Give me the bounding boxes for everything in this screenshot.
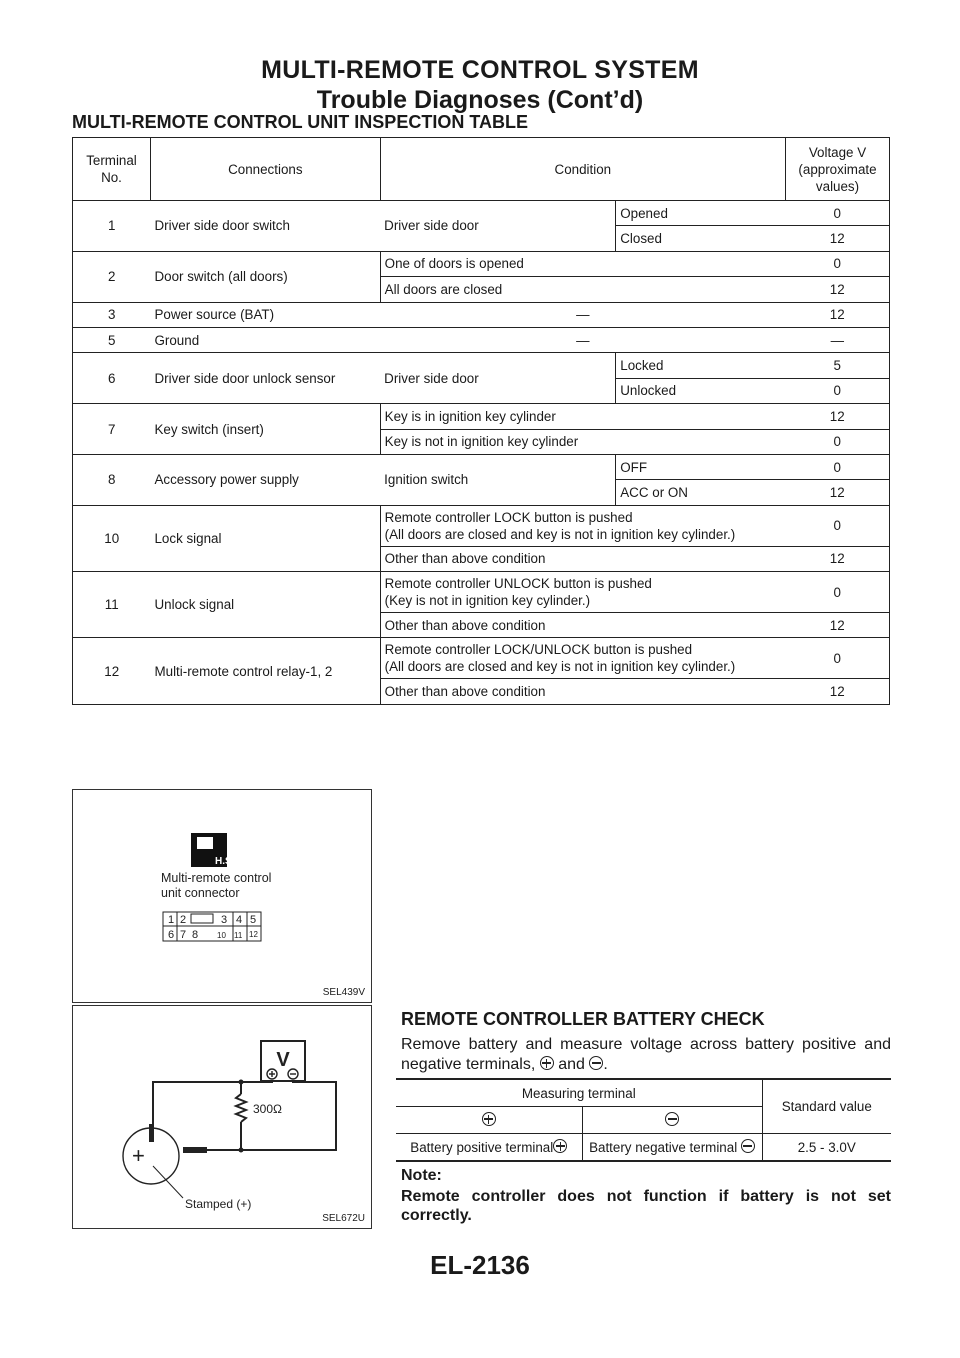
voltage: 12 bbox=[786, 480, 890, 505]
hs-label: H.S. bbox=[215, 856, 235, 867]
header-terminal: Terminal No. bbox=[73, 138, 151, 201]
note-text: Remote controller does not function if battery is not set correctly. bbox=[401, 1188, 891, 1224]
hs-icon bbox=[191, 833, 235, 867]
figure-code: SEL439V bbox=[322, 987, 365, 998]
battery-circuit-figure bbox=[72, 1005, 372, 1229]
header-standard: Standard value bbox=[762, 1079, 891, 1134]
note-heading: Note: bbox=[401, 1167, 442, 1184]
pin-label: 3 bbox=[221, 914, 228, 926]
connection: Door switch (all doors) bbox=[150, 251, 380, 302]
circuit-wires bbox=[153, 1081, 336, 1150]
terminal-no: 6 bbox=[73, 353, 151, 404]
pin-label: 10 bbox=[217, 931, 226, 940]
battery-table bbox=[396, 1078, 891, 1162]
minus-terminal-icon bbox=[665, 1112, 679, 1126]
battery-check-text bbox=[401, 1035, 891, 1075]
condition-line: (All doors are closed and key is not in ignition key cylinder.) bbox=[384, 526, 736, 542]
sub-condition: Locked bbox=[616, 353, 786, 378]
figure-code: SEL672U bbox=[322, 1213, 365, 1224]
connection: Unlock signal bbox=[150, 572, 380, 638]
condition-line: (All doors are closed and key is not in ignition key cylinder.) bbox=[384, 659, 736, 675]
resistor-label: 300Ω bbox=[253, 1102, 282, 1116]
terminal-no: 3 bbox=[73, 302, 151, 327]
voltage: — bbox=[786, 327, 890, 352]
inspection-table bbox=[72, 137, 890, 705]
minus-terminal-icon bbox=[741, 1139, 755, 1153]
voltage: 0 bbox=[786, 454, 890, 479]
voltage: 12 bbox=[786, 226, 890, 251]
voltage: 12 bbox=[786, 404, 890, 429]
pin-label: 11 bbox=[234, 931, 243, 940]
voltage: 0 bbox=[786, 201, 890, 226]
table-row bbox=[73, 251, 890, 276]
header-condition: Condition bbox=[380, 138, 785, 201]
terminal-no: 10 bbox=[73, 505, 151, 571]
connector-figure bbox=[72, 789, 372, 1003]
table-row bbox=[73, 404, 890, 429]
stamp-label: Stamped (+) bbox=[185, 1197, 252, 1211]
table-row bbox=[73, 327, 890, 352]
voltmeter-label: V bbox=[276, 1049, 290, 1071]
pin-label: 2 bbox=[180, 914, 187, 926]
voltage: 12 bbox=[786, 277, 890, 302]
table-row bbox=[73, 638, 890, 679]
connection: Key switch (insert) bbox=[150, 404, 380, 455]
connection: Driver side door switch bbox=[150, 201, 380, 252]
body-text: and bbox=[558, 1056, 585, 1073]
body-text: . bbox=[603, 1056, 608, 1073]
condition bbox=[380, 572, 785, 613]
negative-header bbox=[582, 1107, 762, 1134]
condition: One of doors is opened bbox=[380, 251, 785, 276]
positive-header bbox=[396, 1107, 582, 1134]
voltage: 12 bbox=[786, 679, 890, 704]
pin-label: 5 bbox=[250, 914, 257, 926]
voltage: 0 bbox=[786, 638, 890, 679]
terminal-no: 8 bbox=[73, 454, 151, 505]
page-number: EL-2136 bbox=[430, 1250, 530, 1280]
sub-condition: OFF bbox=[616, 454, 786, 479]
table-row bbox=[73, 572, 890, 613]
table-row bbox=[396, 1079, 891, 1107]
inspection-table-title: MULTI-REMOTE CONTROL UNIT INSPECTION TABLE bbox=[72, 112, 528, 132]
connector-caption-1: Multi-remote control bbox=[161, 871, 272, 885]
header-measuring: Measuring terminal bbox=[396, 1079, 762, 1107]
standard-value: 2.5 - 3.0V bbox=[762, 1134, 891, 1162]
condition: Driver side door bbox=[380, 353, 616, 404]
pin-label: 1 bbox=[168, 914, 175, 926]
table-row bbox=[73, 353, 890, 378]
header-voltage: Voltage V (approximate values) bbox=[786, 138, 890, 201]
table-row bbox=[73, 505, 890, 546]
battery-sign: + bbox=[132, 1143, 145, 1168]
condition: Key is in ignition key cylinder bbox=[380, 404, 785, 429]
terminal-no: 2 bbox=[73, 251, 151, 302]
positive-cell bbox=[396, 1134, 582, 1162]
body-text: Remove battery and measure voltage across battery positive and negative terminals, bbox=[401, 1036, 891, 1073]
terminal-no: 12 bbox=[73, 638, 151, 704]
plus-terminal-icon bbox=[553, 1139, 567, 1153]
pin-label: 7 bbox=[180, 929, 187, 941]
terminal-no: 7 bbox=[73, 404, 151, 455]
table-header-row bbox=[73, 138, 890, 201]
plus-terminal-icon bbox=[540, 1056, 554, 1070]
table-row bbox=[73, 454, 890, 479]
voltage: 12 bbox=[786, 546, 890, 571]
condition bbox=[380, 505, 785, 546]
terminal-no: 1 bbox=[73, 201, 151, 252]
connector-caption-2: unit connector bbox=[161, 886, 240, 900]
condition: Key is not in ignition key cylinder bbox=[380, 429, 785, 454]
header-connections: Connections bbox=[150, 138, 380, 201]
sub-condition: Unlocked bbox=[616, 378, 786, 403]
connection: Ground bbox=[150, 327, 380, 352]
negative-label: Battery negative terminal bbox=[589, 1140, 738, 1155]
connection: Power source (BAT) bbox=[150, 302, 380, 327]
condition: — bbox=[380, 302, 785, 327]
negative-cell bbox=[582, 1134, 762, 1162]
condition: Driver side door bbox=[380, 201, 616, 252]
condition: All doors are closed bbox=[380, 277, 785, 302]
pin-label: 6 bbox=[168, 929, 175, 941]
voltage: 0 bbox=[786, 429, 890, 454]
condition-line: Remote controller LOCK button is pushed bbox=[384, 509, 633, 525]
voltage: 0 bbox=[786, 251, 890, 276]
connection: Driver side door unlock sensor bbox=[150, 353, 380, 404]
section-subheader: Trouble Diagnoses (Cont’d) bbox=[316, 86, 644, 114]
voltage: 12 bbox=[786, 613, 890, 638]
table-row bbox=[396, 1134, 891, 1162]
table-row bbox=[73, 201, 890, 226]
condition: Other than above condition bbox=[380, 546, 785, 571]
connection: Accessory power supply bbox=[150, 454, 380, 505]
voltmeter-icon bbox=[261, 1041, 305, 1081]
condition: Other than above condition bbox=[380, 613, 785, 638]
condition: Other than above condition bbox=[380, 679, 785, 704]
positive-label: Battery positive terminal bbox=[410, 1140, 554, 1155]
battery-icon bbox=[123, 1124, 207, 1198]
connector-face bbox=[163, 912, 261, 941]
pin-label: 8 bbox=[192, 929, 199, 941]
voltage: 0 bbox=[786, 378, 890, 403]
connector-diagram bbox=[73, 790, 371, 1002]
terminal-no: 11 bbox=[73, 572, 151, 638]
pin-label: 12 bbox=[249, 930, 258, 939]
condition bbox=[380, 638, 785, 679]
terminal-no: 5 bbox=[73, 327, 151, 352]
condition: Ignition switch bbox=[380, 454, 616, 505]
plus-terminal-icon bbox=[482, 1112, 496, 1126]
condition: — bbox=[380, 327, 785, 352]
voltage: 0 bbox=[786, 572, 890, 613]
battery-check-title: REMOTE CONTROLLER BATTERY CHECK bbox=[401, 1009, 765, 1029]
table-row bbox=[73, 302, 890, 327]
connection: Multi-remote control relay-1, 2 bbox=[150, 638, 380, 704]
voltage: 5 bbox=[786, 353, 890, 378]
voltage: 0 bbox=[786, 505, 890, 546]
section-header: MULTI-REMOTE CONTROL SYSTEM bbox=[261, 56, 699, 84]
condition-line: Remote controller UNLOCK button is pushed bbox=[384, 576, 652, 592]
sub-condition: ACC or ON bbox=[616, 480, 786, 505]
sub-condition: Closed bbox=[616, 226, 786, 251]
condition-line: (Key is not in ignition key cylinder.) bbox=[384, 593, 591, 609]
condition-line: Remote controller LOCK/UNLOCK button is pushed bbox=[384, 642, 693, 658]
pin-label: 4 bbox=[236, 914, 243, 926]
voltage: 12 bbox=[786, 302, 890, 327]
connection: Lock signal bbox=[150, 505, 380, 571]
sub-condition: Opened bbox=[616, 201, 786, 226]
battery-circuit-diagram bbox=[73, 1006, 371, 1228]
minus-terminal-icon bbox=[589, 1056, 603, 1070]
